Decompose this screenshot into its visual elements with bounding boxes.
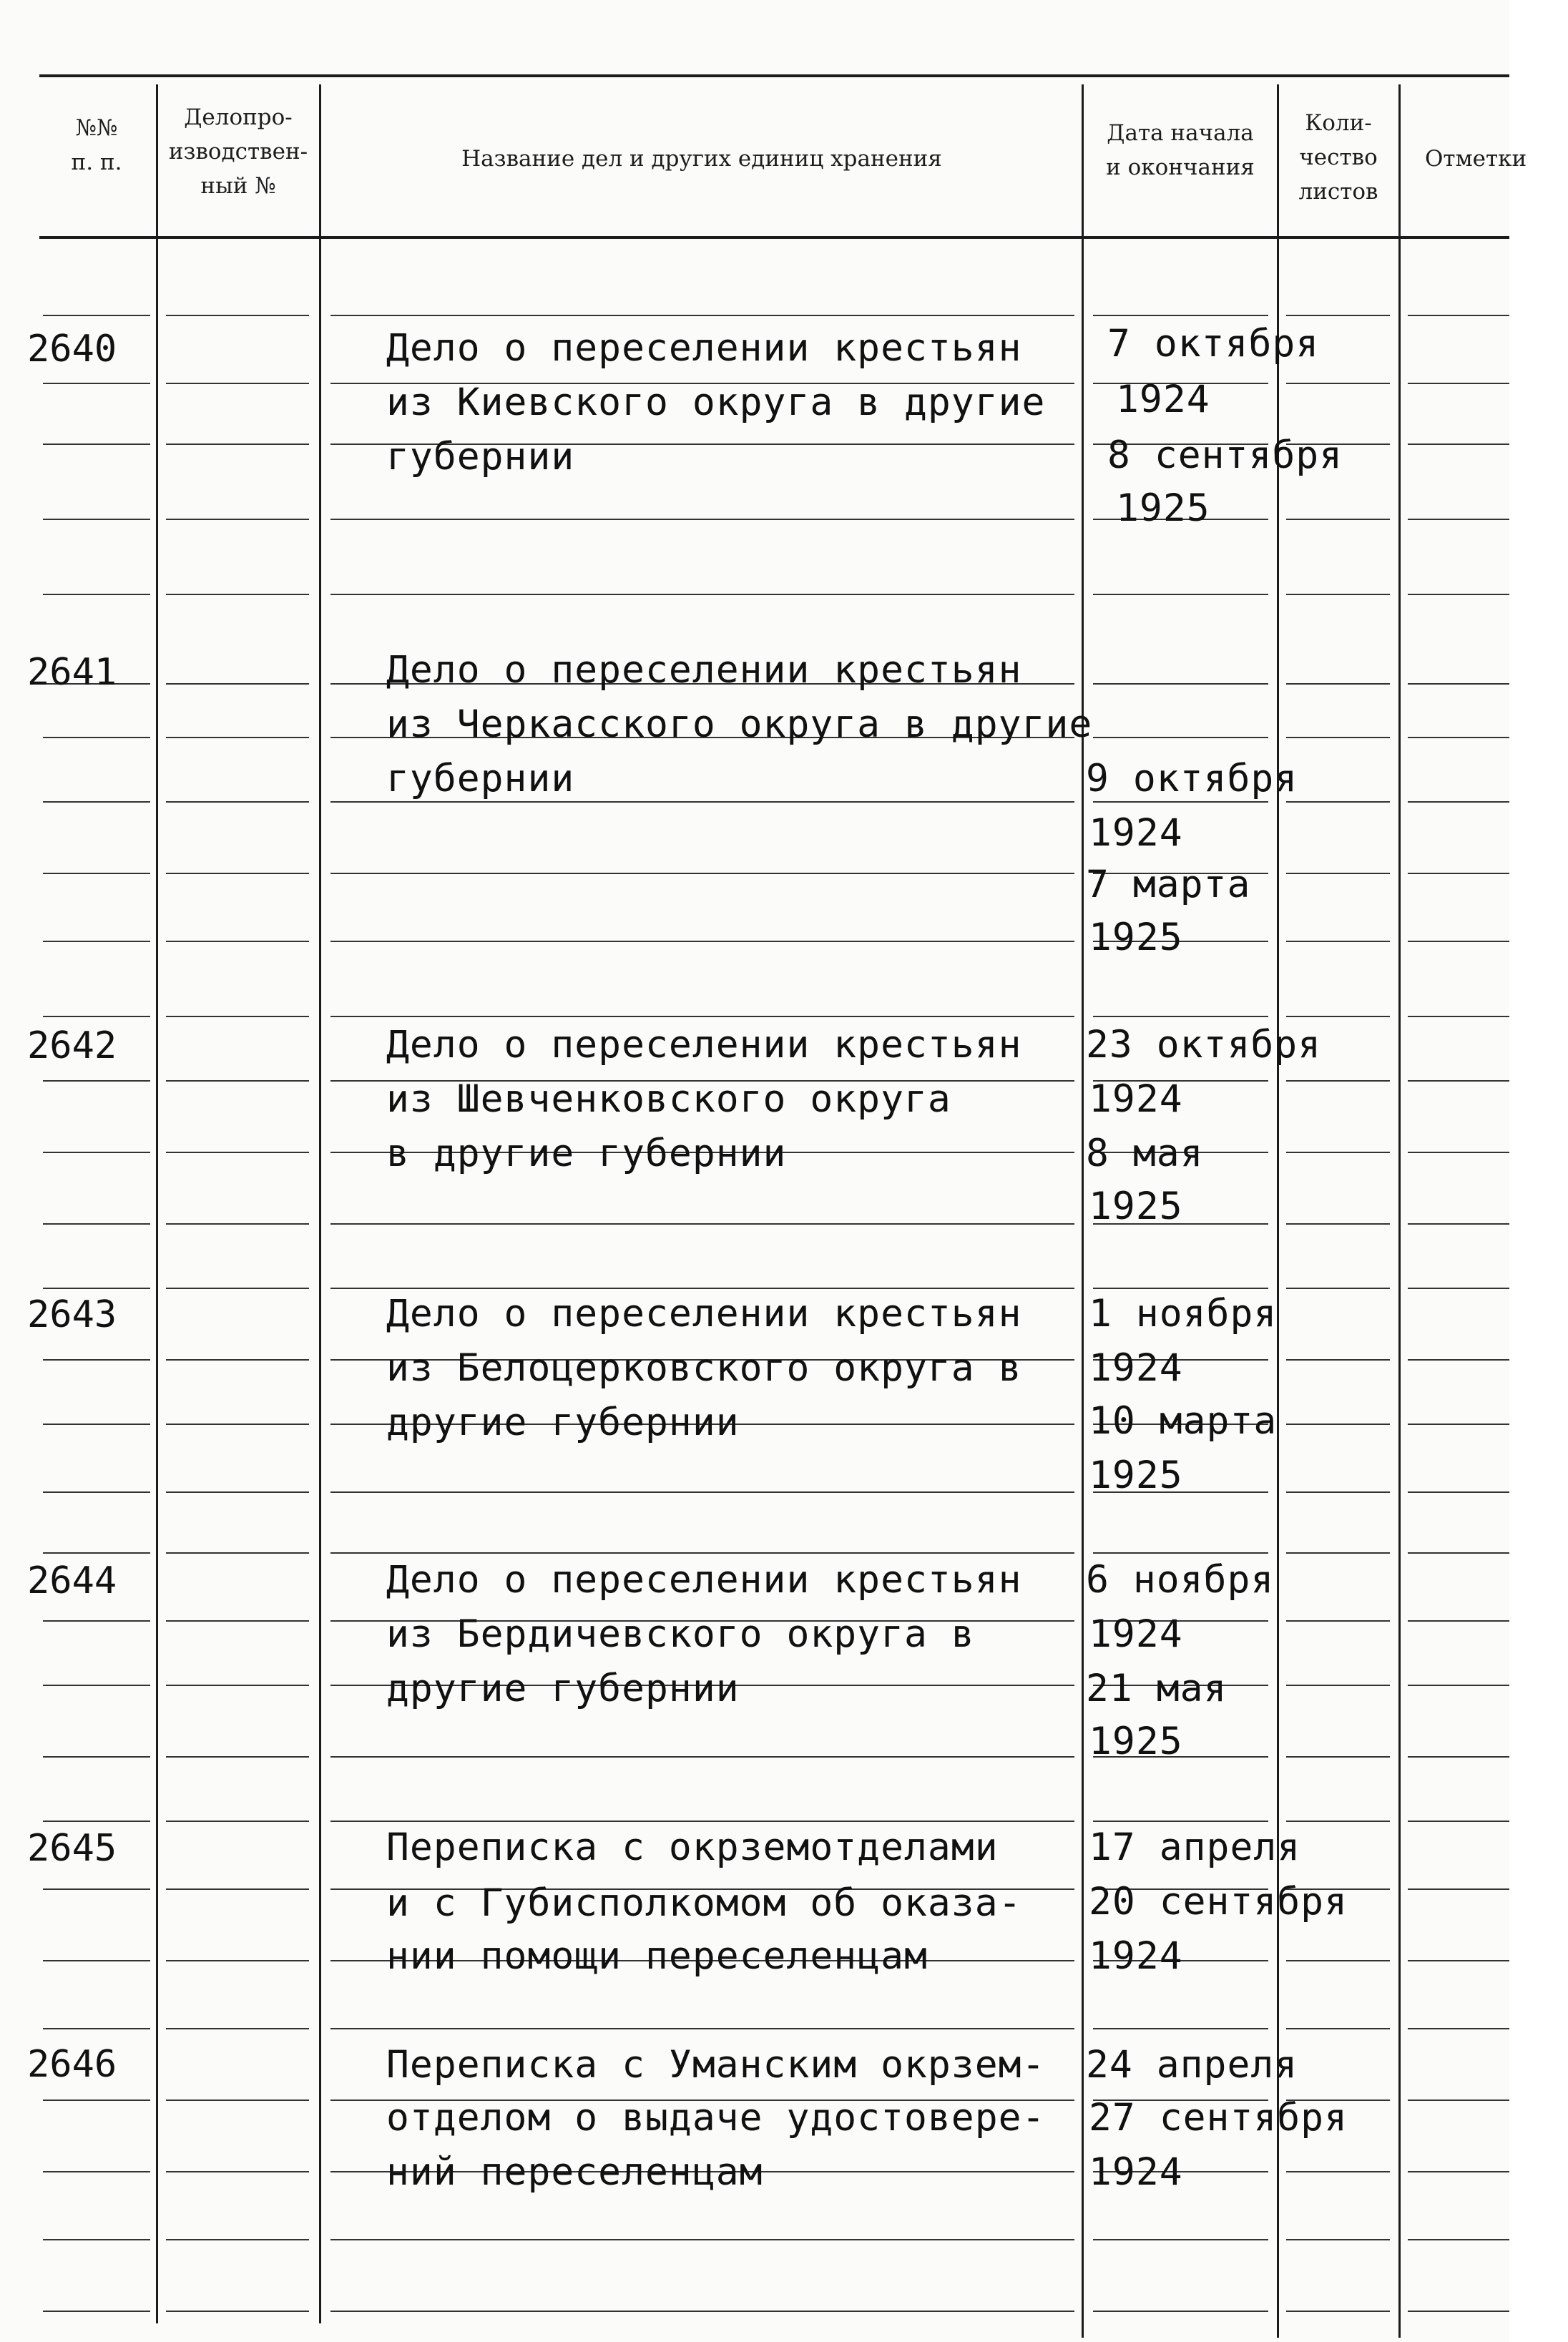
ruled-line <box>166 873 309 874</box>
record-title-line: отделом о выдаче удостовере- <box>386 2096 1046 2140</box>
record-date-line: 23 октября <box>1086 1023 1322 1067</box>
ruled-line <box>166 1960 309 1961</box>
ruled-line <box>330 2239 1074 2240</box>
column-divider <box>156 84 158 2323</box>
ruled-line <box>1408 683 1509 685</box>
ruled-line <box>1286 519 1390 520</box>
record-date-line: 1925 <box>1089 1720 1183 1763</box>
ruled-line <box>1408 873 1509 874</box>
record-number: 2643 <box>27 1293 117 1336</box>
column-divider <box>1398 84 1401 2338</box>
record-date-line: 1924 <box>1089 1346 1183 1390</box>
ruled-line <box>1408 1491 1509 1493</box>
record-date-line: 20 сентября <box>1089 1880 1348 1924</box>
header-sheets-column <box>1280 106 1397 209</box>
ruled-line <box>166 1288 309 1289</box>
ruled-line <box>1408 737 1509 738</box>
record-number: 2645 <box>27 1827 117 1870</box>
header-office-line: изводствен- <box>168 139 308 165</box>
ruled-line <box>1408 315 1509 316</box>
record-date-line: 17 апреля <box>1089 1826 1301 1869</box>
ruled-line <box>166 315 309 316</box>
ruled-line <box>1408 2239 1509 2240</box>
ruled-line <box>43 444 150 445</box>
ruled-line <box>1408 1152 1509 1153</box>
ruled-line <box>1408 1685 1509 1686</box>
ruled-line <box>166 801 309 803</box>
record-date-line: 1924 <box>1089 2150 1183 2194</box>
ruled-line <box>166 1552 309 1554</box>
ruled-line <box>1408 941 1509 942</box>
record-date-line: 8 мая <box>1086 1132 1204 1175</box>
header-office-column <box>159 100 318 203</box>
ruled-line <box>1408 1756 1509 1758</box>
record-date-line: 6 ноября <box>1086 1558 1275 1602</box>
record-date-line: 9 октября <box>1086 757 1298 800</box>
record-title-line: из Бердичевского округа в <box>386 1612 975 1656</box>
ruled-line <box>1286 1960 1390 1961</box>
ruled-line <box>1093 683 1268 685</box>
record-date-line: 21 мая <box>1086 1667 1228 1710</box>
ruled-line <box>1286 1152 1390 1153</box>
ruled-line <box>166 519 309 520</box>
ruled-line <box>330 1756 1074 1758</box>
ruled-line <box>166 1685 309 1686</box>
ruled-line <box>1286 2311 1390 2312</box>
ruled-line <box>330 315 1074 316</box>
header-title-text: Название дел и других единиц хранения <box>461 146 942 172</box>
record-date-line: 1925 <box>1089 916 1183 959</box>
column-divider <box>1277 84 1279 2338</box>
record-title-line: из Шевченковского округа <box>386 1077 951 1121</box>
ruled-line <box>166 2171 309 2172</box>
ruled-line <box>166 1491 309 1493</box>
record-date-line: 1924 <box>1089 1612 1183 1656</box>
ruled-line <box>166 2311 309 2312</box>
ruled-line <box>1408 2028 1509 2029</box>
ruled-line <box>166 683 309 685</box>
ruled-line <box>43 1756 150 1758</box>
record-title-line: нии помощи переселенцам <box>386 1934 928 1978</box>
ruled-line <box>1408 1223 1509 1225</box>
ruled-line <box>166 1756 309 1758</box>
ruled-line <box>43 1288 150 1289</box>
ruled-line <box>43 1491 150 1493</box>
ruled-line <box>1408 1821 1509 1822</box>
ruled-line <box>166 1152 309 1153</box>
ruled-line <box>1286 1424 1390 1425</box>
record-title-line: Дело о переселении крестьян <box>386 648 1022 692</box>
ruled-line <box>1408 444 1509 445</box>
ruled-line <box>1286 941 1390 942</box>
ruled-line <box>43 1152 150 1153</box>
ruled-line <box>330 1491 1074 1493</box>
ruled-line <box>1408 1016 1509 1017</box>
ruled-line <box>1286 1080 1390 1082</box>
ruled-line <box>166 1821 309 1822</box>
ruled-line <box>43 737 150 738</box>
ruled-line <box>1286 1821 1390 1822</box>
ruled-line <box>166 383 309 384</box>
record-date-line: 1924 <box>1089 1077 1183 1121</box>
record-title-line: Дело о переселении крестьян <box>386 1558 1022 1602</box>
record-date-line: 7 октября <box>1107 322 1320 366</box>
record-title-line: из Белоцерковского округа в <box>386 1346 1022 1390</box>
ruled-line <box>330 2311 1074 2312</box>
record-title-line: из Черкасского округа в другие <box>386 702 1093 746</box>
ruled-line <box>43 2028 150 2029</box>
ruled-line <box>43 873 150 874</box>
record-number: 2640 <box>27 328 117 371</box>
column-divider <box>319 84 321 2323</box>
record-number: 2644 <box>27 1559 117 1602</box>
ruled-line <box>1286 1620 1390 1622</box>
ruled-line <box>330 801 1074 803</box>
header-office-line: Делопро- <box>184 104 293 130</box>
ruled-line <box>1286 683 1390 685</box>
ruled-line <box>43 2311 150 2312</box>
ruled-line <box>43 1821 150 1822</box>
header-notes-text: Отметки <box>1425 146 1527 172</box>
ruled-line <box>330 873 1074 874</box>
record-title-line: губернии <box>386 435 575 479</box>
ruled-line <box>1286 1491 1390 1493</box>
ruled-line <box>1408 1080 1509 1082</box>
ruled-line <box>43 1424 150 1425</box>
record-title-line: Переписка с Уманским окрзем- <box>386 2043 1046 2087</box>
ruled-line <box>1408 801 1509 803</box>
ruled-line <box>330 594 1074 595</box>
record-title-line: другие губернии <box>386 1667 740 1710</box>
ruled-line <box>1286 383 1390 384</box>
header-office-line: ный № <box>200 173 276 200</box>
ruled-line <box>1408 1359 1509 1361</box>
ruled-line <box>1093 2311 1268 2312</box>
ruled-line <box>1093 2239 1268 2240</box>
ruled-line <box>43 1080 150 1082</box>
ruled-line <box>1286 873 1390 874</box>
ruled-line <box>330 1288 1074 1289</box>
ruled-line <box>1408 2171 1509 2172</box>
record-title-line: губернии <box>386 757 575 800</box>
ruled-line <box>1286 1359 1390 1361</box>
ruled-line <box>1093 801 1268 803</box>
record-title-line: Дело о переселении крестьян <box>386 1023 1022 1067</box>
record-date-line: 1925 <box>1089 1454 1183 1497</box>
ruled-line <box>1286 594 1390 595</box>
record-title-line: из Киевского округа в другие <box>386 381 1046 424</box>
ruled-line <box>1286 1552 1390 1554</box>
header-number-line: №№ <box>75 115 118 141</box>
header-number-column <box>43 111 150 180</box>
ruled-line <box>1286 1016 1390 1017</box>
ruled-line <box>1408 519 1509 520</box>
ruled-line <box>1286 737 1390 738</box>
ruled-line <box>43 1016 150 1017</box>
ruled-line <box>1286 2239 1390 2240</box>
ruled-line <box>43 1552 150 1554</box>
record-number: 2642 <box>27 1024 117 1067</box>
ruled-line <box>1408 1960 1509 1961</box>
header-title-column <box>323 142 1080 176</box>
ruled-line <box>1408 2311 1509 2312</box>
record-title-line: в другие губернии <box>386 1132 787 1175</box>
ruled-line <box>330 2028 1074 2029</box>
ruled-line <box>1093 1552 1268 1554</box>
ruled-line <box>1286 801 1390 803</box>
ruled-line <box>166 1620 309 1622</box>
record-title-line: Дело о переселении крестьян <box>386 1292 1022 1336</box>
header-dates-column <box>1084 116 1276 185</box>
header-sheets-line: чество <box>1299 144 1378 171</box>
ruled-line <box>43 1620 150 1622</box>
ruled-line <box>1408 594 1509 595</box>
column-divider <box>1082 84 1084 2338</box>
ruled-line <box>166 2028 309 2029</box>
ruled-line <box>1408 1620 1509 1622</box>
ruled-line <box>1286 1685 1390 1686</box>
ruled-line <box>43 2171 150 2172</box>
ruled-line <box>166 941 309 942</box>
record-date-line: 7 марта <box>1086 863 1251 906</box>
header-dates-line: Дата начала <box>1107 120 1254 146</box>
ruled-line <box>1408 383 1509 384</box>
ruled-line <box>1093 737 1268 738</box>
ruled-line <box>1408 1288 1509 1289</box>
ruled-line <box>43 2100 150 2101</box>
record-date-line: 10 марта <box>1089 1399 1278 1443</box>
ruled-line <box>330 519 1074 520</box>
ruled-line <box>330 1552 1074 1554</box>
ruled-line <box>43 2239 150 2240</box>
ruled-line <box>43 1359 150 1361</box>
ruled-line <box>43 801 150 803</box>
ruled-line <box>43 315 150 316</box>
record-date-line: 1924 <box>1089 1934 1183 1978</box>
ruled-line <box>166 2239 309 2240</box>
ruled-line <box>330 1223 1074 1225</box>
record-title-line: другие губернии <box>386 1401 740 1444</box>
header-notes-column <box>1425 142 1568 176</box>
ruled-line <box>43 519 150 520</box>
ruled-line <box>1408 2100 1509 2101</box>
header-dates-line: и окончания <box>1106 155 1255 181</box>
ruled-line <box>1408 1424 1509 1425</box>
ruled-line <box>1286 1223 1390 1225</box>
ruled-line <box>43 1960 150 1961</box>
record-date-line: 24 апреля <box>1086 2043 1298 2087</box>
record-date-line: 1 ноября <box>1089 1292 1278 1336</box>
top-rule <box>39 74 1509 77</box>
ruled-line <box>1093 315 1268 316</box>
record-date-line: 27 сентября <box>1089 2096 1348 2140</box>
ruled-line <box>166 1359 309 1361</box>
ruled-line <box>43 594 150 595</box>
record-date-line: 1925 <box>1089 1185 1183 1228</box>
ruled-line <box>330 1821 1074 1822</box>
record-date-line: 8 сентября <box>1107 433 1343 477</box>
ruled-line <box>166 737 309 738</box>
record-number: 2646 <box>27 2043 117 2086</box>
record-number: 2641 <box>27 651 117 694</box>
ruled-line <box>1093 1288 1268 1289</box>
ruled-line <box>1286 1288 1390 1289</box>
record-title-line: Дело о переселении крестьян <box>386 326 1022 370</box>
ruled-line <box>1286 315 1390 316</box>
ruled-line <box>166 1080 309 1082</box>
ruled-line <box>1093 1016 1268 1017</box>
ruled-line <box>1286 1756 1390 1758</box>
ruled-line <box>1093 594 1268 595</box>
header-sheets-line: Коли- <box>1305 110 1372 136</box>
header-number-line: п. п. <box>71 150 122 176</box>
ruled-line <box>43 1223 150 1225</box>
ruled-line <box>166 1888 309 1890</box>
ruled-line <box>166 1223 309 1225</box>
ruled-line <box>1093 2028 1268 2029</box>
record-date-line: 1925 <box>1116 486 1210 530</box>
ruled-line <box>330 1016 1074 1017</box>
ruled-line <box>166 1016 309 1017</box>
ruled-line <box>43 1685 150 1686</box>
ruled-line <box>330 941 1074 942</box>
ruled-line <box>1408 1552 1509 1554</box>
record-date-line: 1924 <box>1089 811 1183 855</box>
ruled-line <box>1408 1888 1509 1890</box>
ruled-line <box>43 1888 150 1890</box>
record-title-line: ний переселенцам <box>386 2150 763 2194</box>
ruled-line <box>43 941 150 942</box>
ruled-line <box>1286 2028 1390 2029</box>
record-date-line: 1924 <box>1116 378 1210 421</box>
ruled-line <box>1093 1821 1268 1822</box>
ruled-line <box>1286 2171 1390 2172</box>
header-sheets-line: листов <box>1298 179 1378 205</box>
ruled-line <box>166 594 309 595</box>
header-bottom-rule <box>39 236 1509 239</box>
ruled-line <box>166 444 309 445</box>
record-title-line: и с Губисполкомом об оказа- <box>386 1881 1022 1925</box>
record-title-line: Переписка с окрземотделами <box>386 1826 999 1869</box>
ruled-line <box>43 383 150 384</box>
ruled-line <box>166 1424 309 1425</box>
ruled-line <box>166 2100 309 2101</box>
